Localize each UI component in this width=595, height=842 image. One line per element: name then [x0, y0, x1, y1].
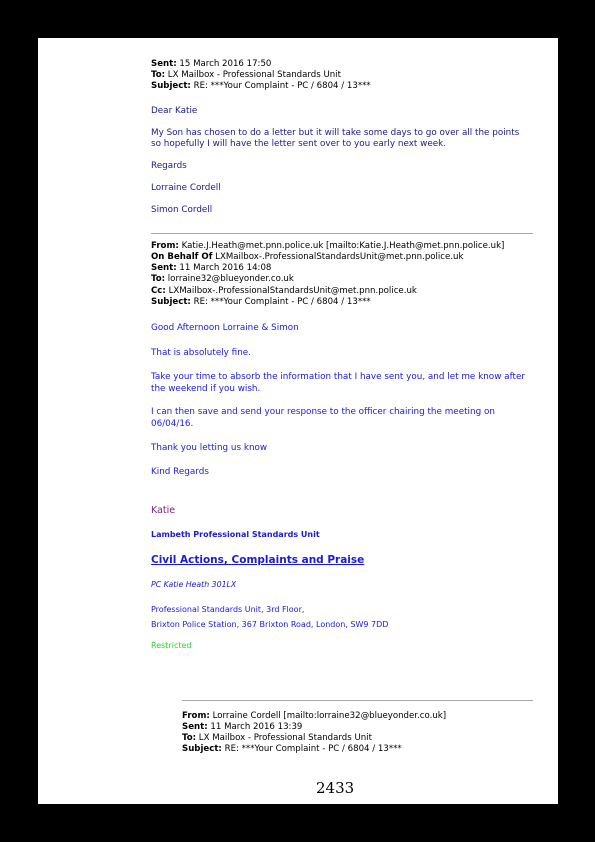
- to-label: To:: [151, 70, 166, 80]
- email1-paragraph-line: My Son has chosen to do a letter but it will take some days to go over all the points: [151, 128, 520, 138]
- subject-label: Subject:: [182, 744, 222, 754]
- email1-sent-line: [151, 59, 271, 70]
- email3-subject-line: [182, 744, 402, 755]
- email2-closing: Kind Regards: [151, 467, 209, 477]
- email2-cc-line: [151, 286, 417, 297]
- email2-subject-line: [151, 297, 371, 308]
- email3-to-line: [182, 733, 372, 744]
- email2-sent-line: [151, 263, 271, 274]
- sent-value: 11 March 2016 14:08: [179, 263, 272, 273]
- email1-signature-name: Lorraine Cordell: [151, 183, 221, 193]
- email2-paragraph-line: 06/04/16.: [151, 419, 194, 429]
- subject-value: RE: ***Your Complaint - PC / 6804 / 13***: [193, 297, 371, 307]
- email3-from-line: [182, 711, 446, 722]
- page-number: 2433: [316, 779, 355, 797]
- signature-address-line: Professional Standards Unit, 3rd Floor,: [151, 605, 305, 614]
- to-value: lorraine32@blueyonder.co.uk: [167, 274, 294, 284]
- to-value: LX Mailbox - Professional Standards Unit: [167, 70, 341, 80]
- document-page: [38, 38, 558, 804]
- sent-label: Sent:: [151, 59, 177, 69]
- email2-behalf-line: [151, 252, 463, 263]
- email1-subject-line: [151, 81, 371, 92]
- sent-label: Sent:: [182, 722, 208, 732]
- email1-paragraph-line: so hopefully I will have the letter sent over to you early next week.: [151, 139, 447, 149]
- email2-paragraph-line: I can then save and send your response to the officer chairing the meeting on: [151, 407, 495, 417]
- to-value: LX Mailbox - Professional Standards Unit: [198, 733, 372, 743]
- email2-paragraph: That is absolutely fine.: [151, 348, 252, 358]
- email-separator: [151, 233, 533, 234]
- email2-from-line: [151, 241, 504, 252]
- subject-label: Subject:: [151, 297, 191, 307]
- behalf-label: On Behalf Of: [151, 252, 213, 262]
- subject-value: RE: ***Your Complaint - PC / 6804 / 13***: [193, 81, 371, 91]
- email1-to-line: [151, 70, 341, 81]
- subject-value: RE: ***Your Complaint - PC / 6804 / 13***: [224, 744, 402, 754]
- to-label: To:: [151, 274, 166, 284]
- email2-to-line: [151, 274, 294, 285]
- sent-value: 11 March 2016 13:39: [210, 722, 303, 732]
- from-value: Katie.J.Heath@met.pnn.police.uk [mailto:Katie.J.Heath@met.pnn.police.uk]: [181, 241, 505, 251]
- email3-sent-line: [182, 722, 302, 733]
- email2-paragraph-line: the weekend if you wish.: [151, 384, 261, 394]
- sent-label: Sent:: [151, 263, 177, 273]
- from-label: From:: [151, 241, 179, 251]
- behalf-value: LXMailbox-.ProfessionalStandardsUnit@met.pnn.police.uk: [215, 252, 464, 262]
- cc-value: LXMailbox-.ProfessionalStandardsUnit@met.pnn.police.uk: [168, 286, 417, 296]
- from-value: Lorraine Cordell [mailto:lorraine32@blueyonder.co.uk]: [212, 711, 447, 721]
- cc-label: Cc:: [151, 286, 166, 296]
- from-label: From:: [182, 711, 210, 721]
- civil-actions-link[interactable]: Civil Actions, Complaints and Praise: [151, 554, 365, 566]
- email1-signature-name: Simon Cordell: [151, 205, 213, 215]
- classification-label: Restricted: [151, 641, 192, 650]
- signature-name: Katie: [151, 505, 176, 516]
- signature-address-line: Brixton Police Station, 367 Brixton Road, London, SW9 7DD: [151, 620, 389, 629]
- email2-paragraph-line: Take your time to absorb the information that I have sent you, and let me know after: [151, 372, 525, 382]
- email2-greeting: Good Afternoon Lorraine & Simon: [151, 323, 299, 333]
- signature-unit: Lambeth Professional Standards Unit: [151, 530, 320, 539]
- email2-paragraph: Thank you letting us know: [151, 443, 268, 453]
- to-label: To:: [182, 733, 197, 743]
- email-separator: [182, 700, 533, 701]
- subject-label: Subject:: [151, 81, 191, 91]
- email1-closing: Regards: [151, 161, 187, 171]
- email1-greeting: Dear Katie: [151, 106, 198, 116]
- signature-officer: PC Katie Heath 301LX: [151, 580, 237, 589]
- sent-value: 15 March 2016 17:50: [179, 59, 272, 69]
